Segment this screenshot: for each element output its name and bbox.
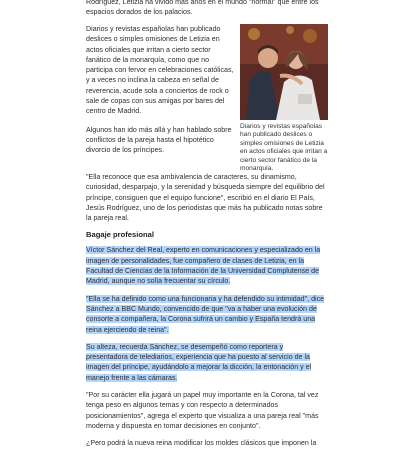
article-body xyxy=(86,172,326,456)
paragraph-caracter: "Por su carácter ella jugará un papel muy importante en la Corona, tal vez tenga peso en algunos temas y con respecto a determinados posicionamientos", agrega el experto que visualiza a una pareja real "más moderna y dispuesta en tomar decisiones en conjunto". xyxy=(86,391,319,430)
highlighted-text-reportera[interactable]: Su alteza, recuerda Sánchez, se desempeñó como reportera y presentadora de telediarios, experiencia que ha puesto al servicio de la imagen del príncipe, ayudándolo a mejorar la dicción, la entonación y el manejo frente a las cámaras. xyxy=(86,342,312,382)
paragraph-funcionaria[interactable] xyxy=(86,294,326,335)
intro-paragraph: Rodríguez, Letizia ha vivido más años en el mundo "normal" que entre los espacios dorados de los palacios. xyxy=(86,0,319,17)
paragraph-sanchez[interactable] xyxy=(86,245,326,286)
photo-caption: Diarios y revistas españolas han publicado deslices o simples omisiones de Letizia en actos oficiales que irritan a cierto sector fanático de la monarquía. xyxy=(240,123,328,173)
photo-illustration xyxy=(240,24,328,120)
paragraph-reportera[interactable] xyxy=(86,342,326,383)
paragraph-deslices: Diarios y revistas españolas han publicado deslices o simples omisiones de Letizia en actos oficiales que irritan a cierto sector fanático de la monarquía, como que no participa con fervor en celebraciones católicas, y a veces no inclina la cabeza en señal de reverencia, acude sola a conciertos de rock o sale de copas con sus amigas por bares del centro de Madrid. xyxy=(86,25,234,116)
paragraph-ambivalencia: "Ella reconoce que esa ambivalencia de caracteres, su dinamismo, curiosidad, desparpajo, y la serenidad y búsqueda siempre del equilibrio del príncipe, consiguen que el equipo funcione", escribió en el diario El País, Jesús Rodríguez, uno de los periodistas que más ha publicado notas sobre la pareja real. xyxy=(86,173,325,223)
article-figure xyxy=(240,24,328,173)
text-beside-photo xyxy=(86,24,234,164)
section-heading: Bagaje profesional xyxy=(86,230,154,240)
royal-couple-photo xyxy=(240,24,328,120)
highlighted-text-funcionaria[interactable]: "Ella se ha definido como una funcionaria y ha defendido su intimidad", dice Sánchez a BBC Mundo, convencido de que "va a haber una evolución de consorte a compañera, la Corona sufrirá un cambio y España tendrá una reina ejerciendo de reina". xyxy=(86,294,325,334)
paragraph-nueva-reina: ¿Pero podrá la nueva reina modificar los moldes clásicos que imponen la xyxy=(86,439,317,448)
highlighted-text-sanchez[interactable]: Víctor Sánchez del Real, experto en comunicaciones y especializado en la imagen de personalidades, fue compañero de clases de Letizia, en la Facultad de Ciencias de la Información de la Universidad Complutense de Madrid, aunque no solía frecuentar su círculo. xyxy=(86,246,321,286)
paragraph-conflictos: Algunos han ido más allá y han hablado sobre conflictos de la pareja hasta el hipotético divorcio de los príncipes. xyxy=(86,125,232,155)
